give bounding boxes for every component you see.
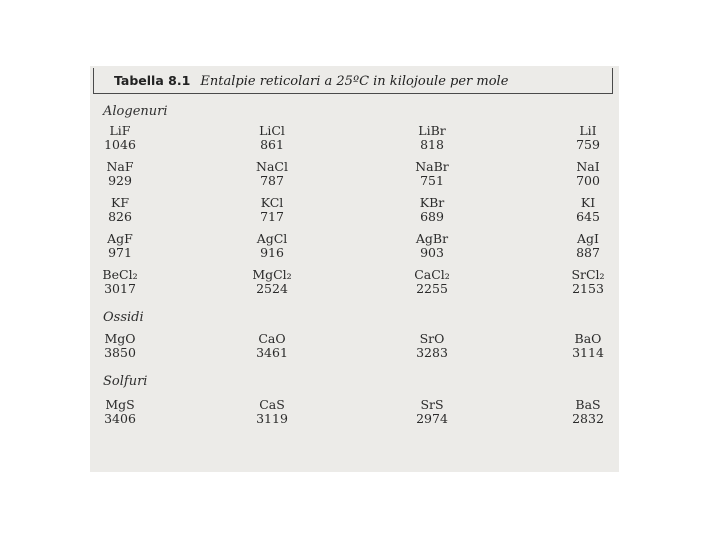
enthalpy-value: 3406 (104, 411, 136, 426)
table-cell (90, 332, 150, 360)
formula: AgI (577, 231, 599, 246)
enthalpy-value: 3119 (256, 411, 288, 426)
enthalpy-value: 751 (420, 173, 444, 188)
enthalpy-value: 645 (576, 209, 600, 224)
enthalpy-value: 2153 (572, 281, 604, 296)
table-cell (402, 196, 462, 224)
formula: MgO (104, 331, 136, 346)
enthalpy-value: 787 (260, 173, 284, 188)
section-heading-solfuri: Solfuri (103, 374, 148, 389)
enthalpy-value: 3850 (104, 345, 136, 360)
formula: LiBr (418, 123, 446, 138)
enthalpy-value: 971 (108, 245, 132, 260)
enthalpy-value: 916 (260, 245, 284, 260)
table-cell (90, 196, 150, 224)
formula: MgS (105, 397, 135, 412)
enthalpy-value: 2524 (256, 281, 288, 296)
section-heading-alogenuri: Alogenuri (103, 104, 168, 119)
table-cell (558, 268, 618, 296)
enthalpy-value: 2974 (416, 411, 448, 426)
table-caption: Entalpie reticolari a 25ºC in kilojoule per mole (200, 74, 509, 89)
formula: CaO (258, 331, 286, 346)
table-cell (558, 398, 618, 426)
section-heading-ossidi: Ossidi (103, 310, 144, 325)
table-cell (402, 398, 462, 426)
formula: BaO (574, 331, 602, 346)
formula: LiCl (259, 123, 285, 138)
table-cell (242, 160, 302, 188)
table-cell (242, 232, 302, 260)
table-cell (402, 160, 462, 188)
formula: NaI (576, 159, 600, 174)
formula: SrO (419, 331, 445, 346)
scanned-table-page (90, 66, 619, 472)
table-cell (90, 268, 150, 296)
enthalpy-value: 2255 (416, 281, 448, 296)
formula: NaBr (415, 159, 449, 174)
enthalpy-value: 818 (420, 137, 444, 152)
table-title-box (93, 68, 613, 94)
table-cell (402, 332, 462, 360)
table-cell (90, 398, 150, 426)
table-cell (558, 232, 618, 260)
formula: CaS (259, 397, 285, 412)
table-cell (402, 268, 462, 296)
table-cell (558, 196, 618, 224)
table-cell (90, 160, 150, 188)
table-cell (558, 160, 618, 188)
enthalpy-value: 3017 (104, 281, 136, 296)
table-cell (242, 196, 302, 224)
enthalpy-value: 717 (260, 209, 284, 224)
formula: CaCl₂ (414, 267, 450, 282)
formula: SrS (420, 397, 444, 412)
formula: NaCl (256, 159, 288, 174)
formula: SrCl₂ (571, 267, 605, 282)
formula: AgCl (256, 231, 288, 246)
formula: NaF (106, 159, 134, 174)
formula: KI (580, 195, 596, 210)
enthalpy-value: 3283 (416, 345, 448, 360)
table-cell (242, 398, 302, 426)
enthalpy-value: 826 (108, 209, 132, 224)
formula: BeCl₂ (102, 267, 138, 282)
enthalpy-value: 759 (576, 137, 600, 152)
table-cell (558, 332, 618, 360)
table-cell (242, 268, 302, 296)
enthalpy-value: 887 (576, 245, 600, 260)
formula: AgF (107, 231, 133, 246)
formula: KF (110, 195, 129, 210)
formula: BaS (575, 397, 601, 412)
formula: LiF (109, 123, 131, 138)
formula: LiI (579, 123, 597, 138)
enthalpy-value: 929 (108, 173, 132, 188)
table-cell (90, 124, 150, 152)
enthalpy-value: 903 (420, 245, 444, 260)
table-number: Tabella 8.1 (114, 73, 191, 88)
table-cell (402, 124, 462, 152)
formula: KBr (419, 195, 445, 210)
enthalpy-value: 689 (420, 209, 444, 224)
table-cell (90, 232, 150, 260)
enthalpy-value: 3114 (572, 345, 604, 360)
table-cell (242, 124, 302, 152)
enthalpy-value: 2832 (572, 411, 604, 426)
formula: KCl (260, 195, 284, 210)
enthalpy-value: 861 (260, 137, 284, 152)
enthalpy-value: 700 (576, 173, 600, 188)
table-cell (402, 232, 462, 260)
enthalpy-value: 3461 (256, 345, 288, 360)
formula: AgBr (415, 231, 449, 246)
formula: MgCl₂ (252, 267, 292, 282)
table-cell (242, 332, 302, 360)
table-cell (558, 124, 618, 152)
enthalpy-value: 1046 (104, 137, 136, 152)
